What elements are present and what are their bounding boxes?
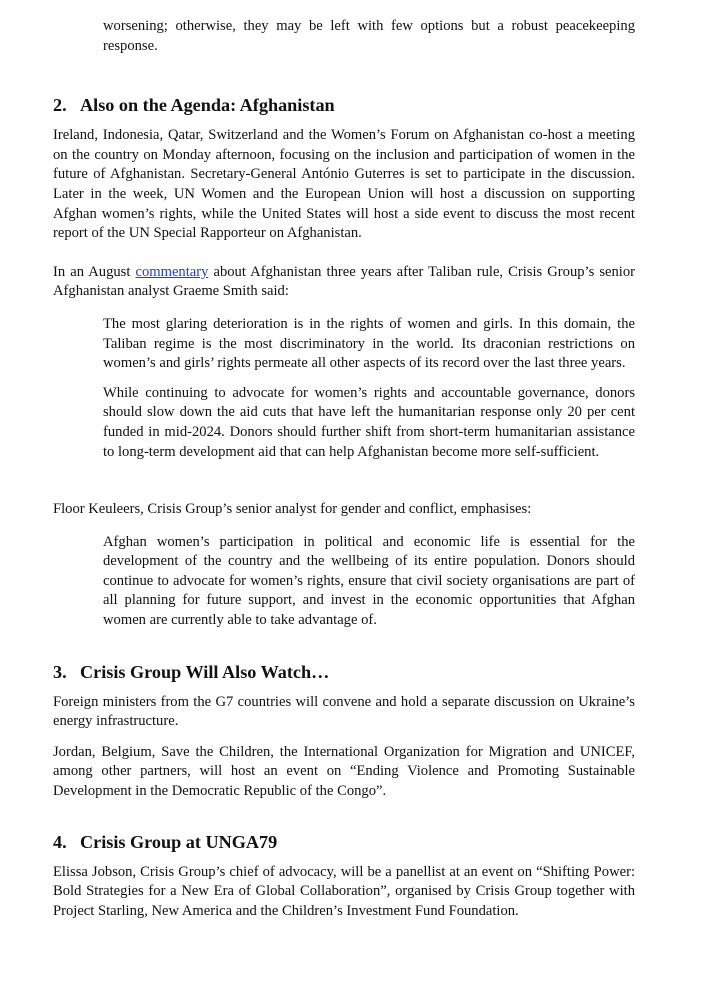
document-page: [53, 0, 635, 921]
quote-graeme-smith-1: The most glaring deterioration is in the rights of women and girls. In this domain, the Taliban regime is the most discriminatory in the world. Its draconian restrictions on women’s and girls’ rights permeate all other aspects of its record over the last three years.: [103, 315, 635, 372]
section-4-number: 4.: [53, 831, 67, 852]
section-2-title: Also on the Agenda: Afghanistan: [80, 95, 335, 116]
section-4-title: Crisis Group at UNGA79: [80, 831, 278, 852]
section-3-heading: [53, 660, 635, 684]
commentary-link[interactable]: commentary: [135, 263, 209, 280]
section-3-number: 3.: [53, 661, 67, 682]
section-2-paragraph-3: Floor Keuleers, Crisis Group’s senior analyst for gender and conflict, emphasises:: [53, 501, 532, 518]
section-4-heading: [53, 830, 635, 854]
paragraph-2-text-before: In an August: [53, 263, 136, 280]
section-2-heading: [53, 93, 635, 117]
section-3-paragraph-2: Jordan, Belgium, Save the Children, the International Organization for Migration and UNICEF, among other partners, will host an event on “Ending Violence and Promoting Sustainable Development in the Democratic Republic of the Congo”.: [53, 743, 635, 800]
paragraph-2-text-after: about Afghanistan three years after Taliban rule, Crisis Group’s senior Afghanistan analyst Graeme Smith said:: [53, 263, 635, 300]
section-2-paragraph-1: Ireland, Indonesia, Qatar, Switzerland and the Women’s Forum on Afghanistan co-host a meeting on the country on Monday afternoon, focusing on the inclusion and participation of women in the future of Afghanistan. Secretary-General António Guterres is set to participate in the discussion. Later in the week, UN Women and the European Union will host a discussion on supporting Afghan women’s rights, while the United States will host a side event to discuss the most recent report of the UN Special Rapporteur on Afghanistan.: [53, 127, 635, 242]
section-2-paragraph-2: [53, 263, 635, 302]
intro-continuation-paragraph: worsening; otherwise, they may be left with few options but a robust peacekeeping response.: [103, 18, 635, 54]
quote-floor-keuleers: Afghan women’s participation in political and economic life is essential for the development of the country and the wellbeing of its entire population. Donors should continue to advocate for women’s rights, ensure that civil society organisations are part of all planning for future support, and invest in the economic opportunities that Afghan women are currently able to take advantage of.: [103, 533, 635, 629]
section-3-title: Crisis Group Will Also Watch…: [80, 661, 330, 682]
section-2-number: 2.: [53, 95, 67, 116]
section-3-paragraph-1: Foreign ministers from the G7 countries will convene and hold a separate discussion on Ukraine’s energy infrastructure.: [53, 693, 635, 730]
quote-graeme-smith-2: While continuing to advocate for women’s rights and accountable governance, donors should slow down the aid cuts that have left the humanitarian response only 20 per cent funded in mid-2024. Donors should further shift from short-term humanitarian assistance to long-term development aid that can help Afghanistan become more self-sufficient.: [103, 384, 635, 460]
section-4-paragraph-1: Elissa Jobson, Crisis Group’s chief of advocacy, will be a panellist at an event on “Shifting Power: Bold Strategies for a New Era of Global Collaboration”, organised by Crisis Group together with Project Starling, New America and the Children’s Investment Fund Foundation.: [53, 863, 635, 919]
